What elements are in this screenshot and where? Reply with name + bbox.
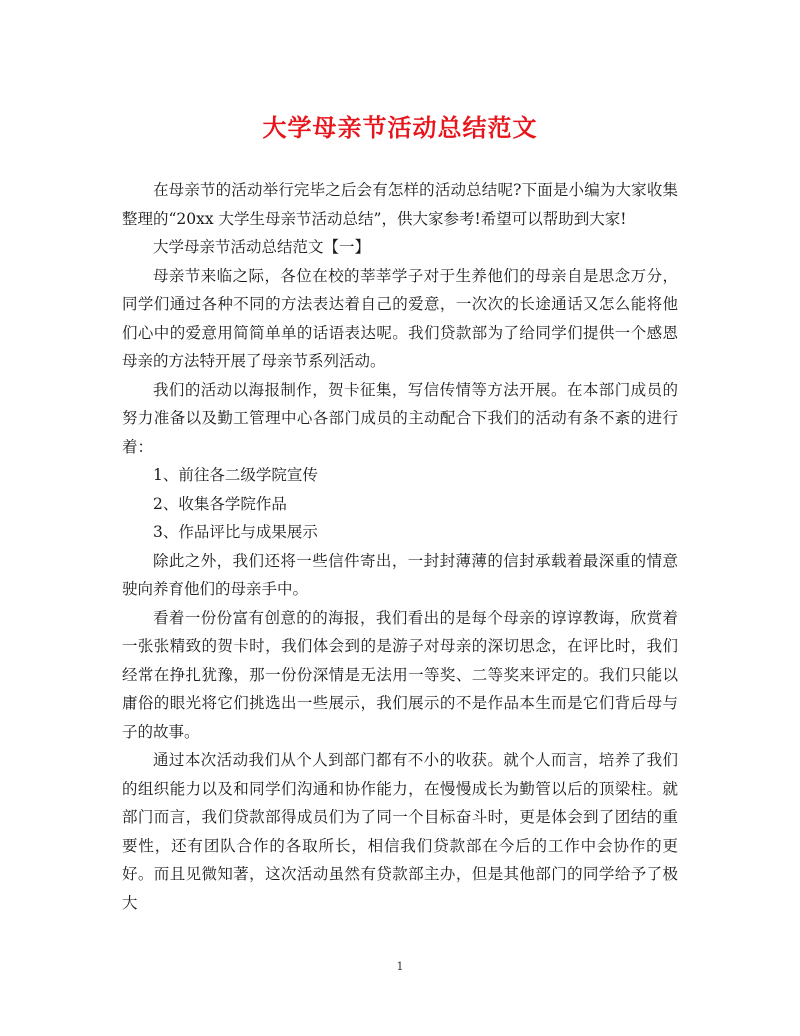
document-title: 大学母亲节活动总结范文 xyxy=(262,113,538,142)
section-heading: 大学母亲节活动总结范文【一】 xyxy=(153,238,371,256)
paragraph: 看着一份份富有创意的的海报，我们看出的是每个母亲的谆谆教诲，欣赏着一张张精致的贺卡时，我们体会到的是游子对母亲的深切思念，在评比时，我们经常在挣扎犹豫，那一份份深情是无法用一等奖、二等奖来评定的。我们只能以庸俗的眼光将它们挑选出一些展示，我们展示的不是作品本生而是它们背后母与子的故事。 xyxy=(122,608,678,741)
paragraph: 母亲节来临之际，各位在校的莘莘学子对于生养他们的母亲自是思念万分，同学们通过各种不同的方法表达着自己的爱意，一次次的长途通话又怎么能将他们心中的爱意用简简单单的话语表达呢。我们贷款部为了给同学们提供一个感恩母亲的方法特开展了母亲节系列活动。 xyxy=(122,266,678,370)
list-item: 3、作品评比与成果展示 xyxy=(153,523,318,541)
paragraph: 除此之外，我们还将一些信件寄出，一封封薄薄的信封承载着最深重的情意驶向养育他们的母亲手中。 xyxy=(122,551,678,598)
list-item: 2、收集各学院作品 xyxy=(153,494,287,513)
list-item: 1、前往各二级学院宣传 xyxy=(153,466,318,484)
paragraph-intro: 在母亲节的活动举行完毕之后会有怎样的活动总结呢?下面是小编为大家收集整理的“20xx 大学生母亲节活动总结”，供大家参考!希望可以帮助到大家! xyxy=(122,181,678,228)
paragraph: 我们的活动以海报制作，贺卡征集，写信传情等方法开展。在本部门成员的努力准备以及勤工管理中心各部门成员的主动配合下我们的活动有条不紊的进行着： xyxy=(122,380,678,456)
page-number: 1 xyxy=(396,960,404,973)
document-body xyxy=(122,176,678,917)
paragraph: 通过本次活动我们从个人到部门都有不小的收获。就个人而言，培养了我们的组织能力以及和同学们沟通和协作能力，在慢慢成长为勤管以后的顶梁柱。就部门而言，我们贷款部得成员们为了同一个目标奋斗时，更是体会到了团结的重要性，还有团队合作的各取所长，相信我们贷款部在今后的工作中会协作的更好。而且见微知著，这次活动虽然有贷款部主办，但是其他部门的同学给予了极大 xyxy=(122,751,678,912)
